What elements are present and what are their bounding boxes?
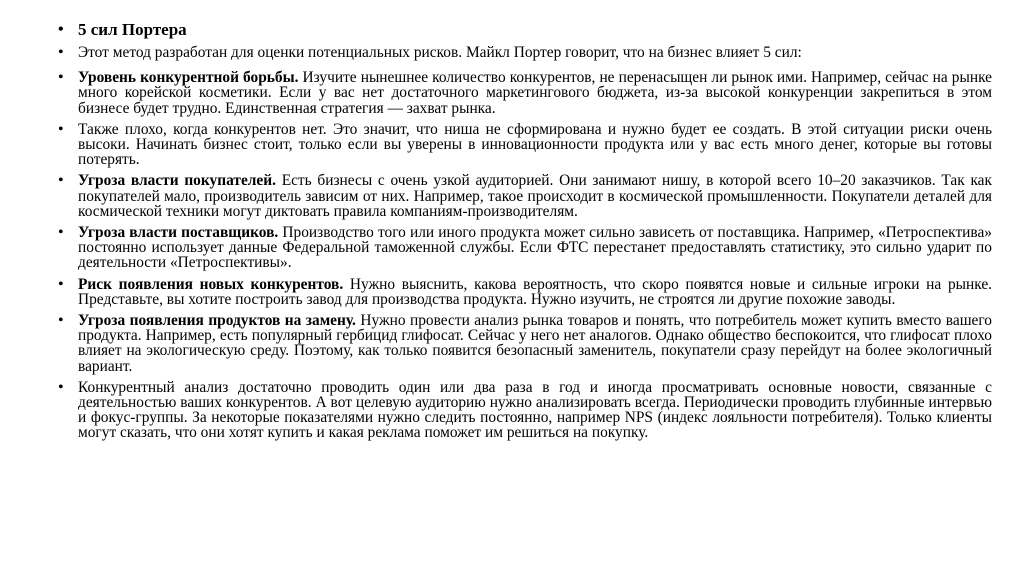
force-new-entrants (58, 277, 992, 307)
force-buyers (58, 173, 992, 219)
force-term: Риск появления новых конкурентов. (78, 275, 344, 293)
force-text: Нужно провести анализ рынка товаров и понять, что потребитель может купить вместо вашего продукта. Например, есть популярный гербицид глифосат. Сейчас у него нет аналогов. Однако общество беспокоится, что глифосат плохо влияет на экологическую среду. Поэтому, как только появится безопасный заменитель, покупатели сразу перейдут на более экологичный вариант. (78, 312, 992, 375)
bullet-list (58, 21, 992, 441)
force-term: Угроза власти поставщиков. (78, 224, 279, 242)
force-text: Производство того или иного продукта может сильно зависеть от поставщика. Например, «Петроспектива» постоянно использует данные Федеральной таможенной службы. Если ФТС перестанет предоставлять статистику, это сильно ударит по деятельности «Петроспективы». (78, 224, 992, 272)
force-text: Изучите нынешнее количество конкурентов, не перенасыщен ли рынок ими. Например, сейчас на рынке много корейской косметики. Если у вас нет достаточного маркетингового бюджета, из-за высокой конкуренции закрепиться в этом бизнесе будет трудно. Единственная стратегия — захват рынка. (78, 69, 993, 117)
slide-title: • 5 сил Портера (58, 21, 992, 39)
force-competition (58, 70, 992, 116)
force-substitutes (58, 313, 992, 374)
force-text: Нужно выяснить, какова вероятность, что скоро появятся новые и сильные игроки на рынке. Представьте, вы хотите построить завод для производства продукта. Нужно изучить, не строятся ли другие похожие заводы. (78, 275, 993, 308)
force-suppliers (58, 225, 992, 271)
force-term: Уровень конкурентной борьбы. (78, 69, 299, 87)
force-term: Угроза власти покупателей. (78, 172, 276, 190)
intro-paragraph: • Этот метод разработан для оценки потенциальных рисков. Майкл Портер говорит, что на бизнес влияет 5 сил: (58, 45, 992, 60)
force-text: Также плохо, когда конкурентов нет. Это значит, что ниша не сформирована и нужно будет ее создать. В этой ситуации риски очень высоки. Начинать бизнес стоит, только если вы уверены в инновационности продукта или у вас есть много денег, которые вы готовы потерять. (78, 120, 992, 169)
no-competitors-note (58, 122, 992, 168)
slide-content (58, 21, 992, 447)
conclusion-paragraph (58, 380, 992, 441)
force-text: Есть бизнесы с очень узкой аудиторией. Они занимают нишу, в которой всего 10–20 заказчиков. Так как покупателей мало, производитель зависим от них. Например, такое происходит в космической промышленности. Покупатели деталей для космической техники могут диктовать правила компаниям-производителям. (78, 172, 992, 220)
force-text: Конкурентный анализ достаточно проводить один или два раза в год и иногда просматривать основные новости, связанные с деятельностью ваших конкурентов. А вот целевую аудиторию нужно анализировать всегда. Периодически проводить глубинные интервью и фокус-группы. За некоторые показателями нужно следить постоянно, например NPS (индекс лояльности потребителя). Только клиенты могут сказать, что они хотят купить и какая реклама поможет им решиться на покупку. (78, 378, 992, 442)
force-term: Угроза появления продуктов на замену. (78, 312, 356, 330)
